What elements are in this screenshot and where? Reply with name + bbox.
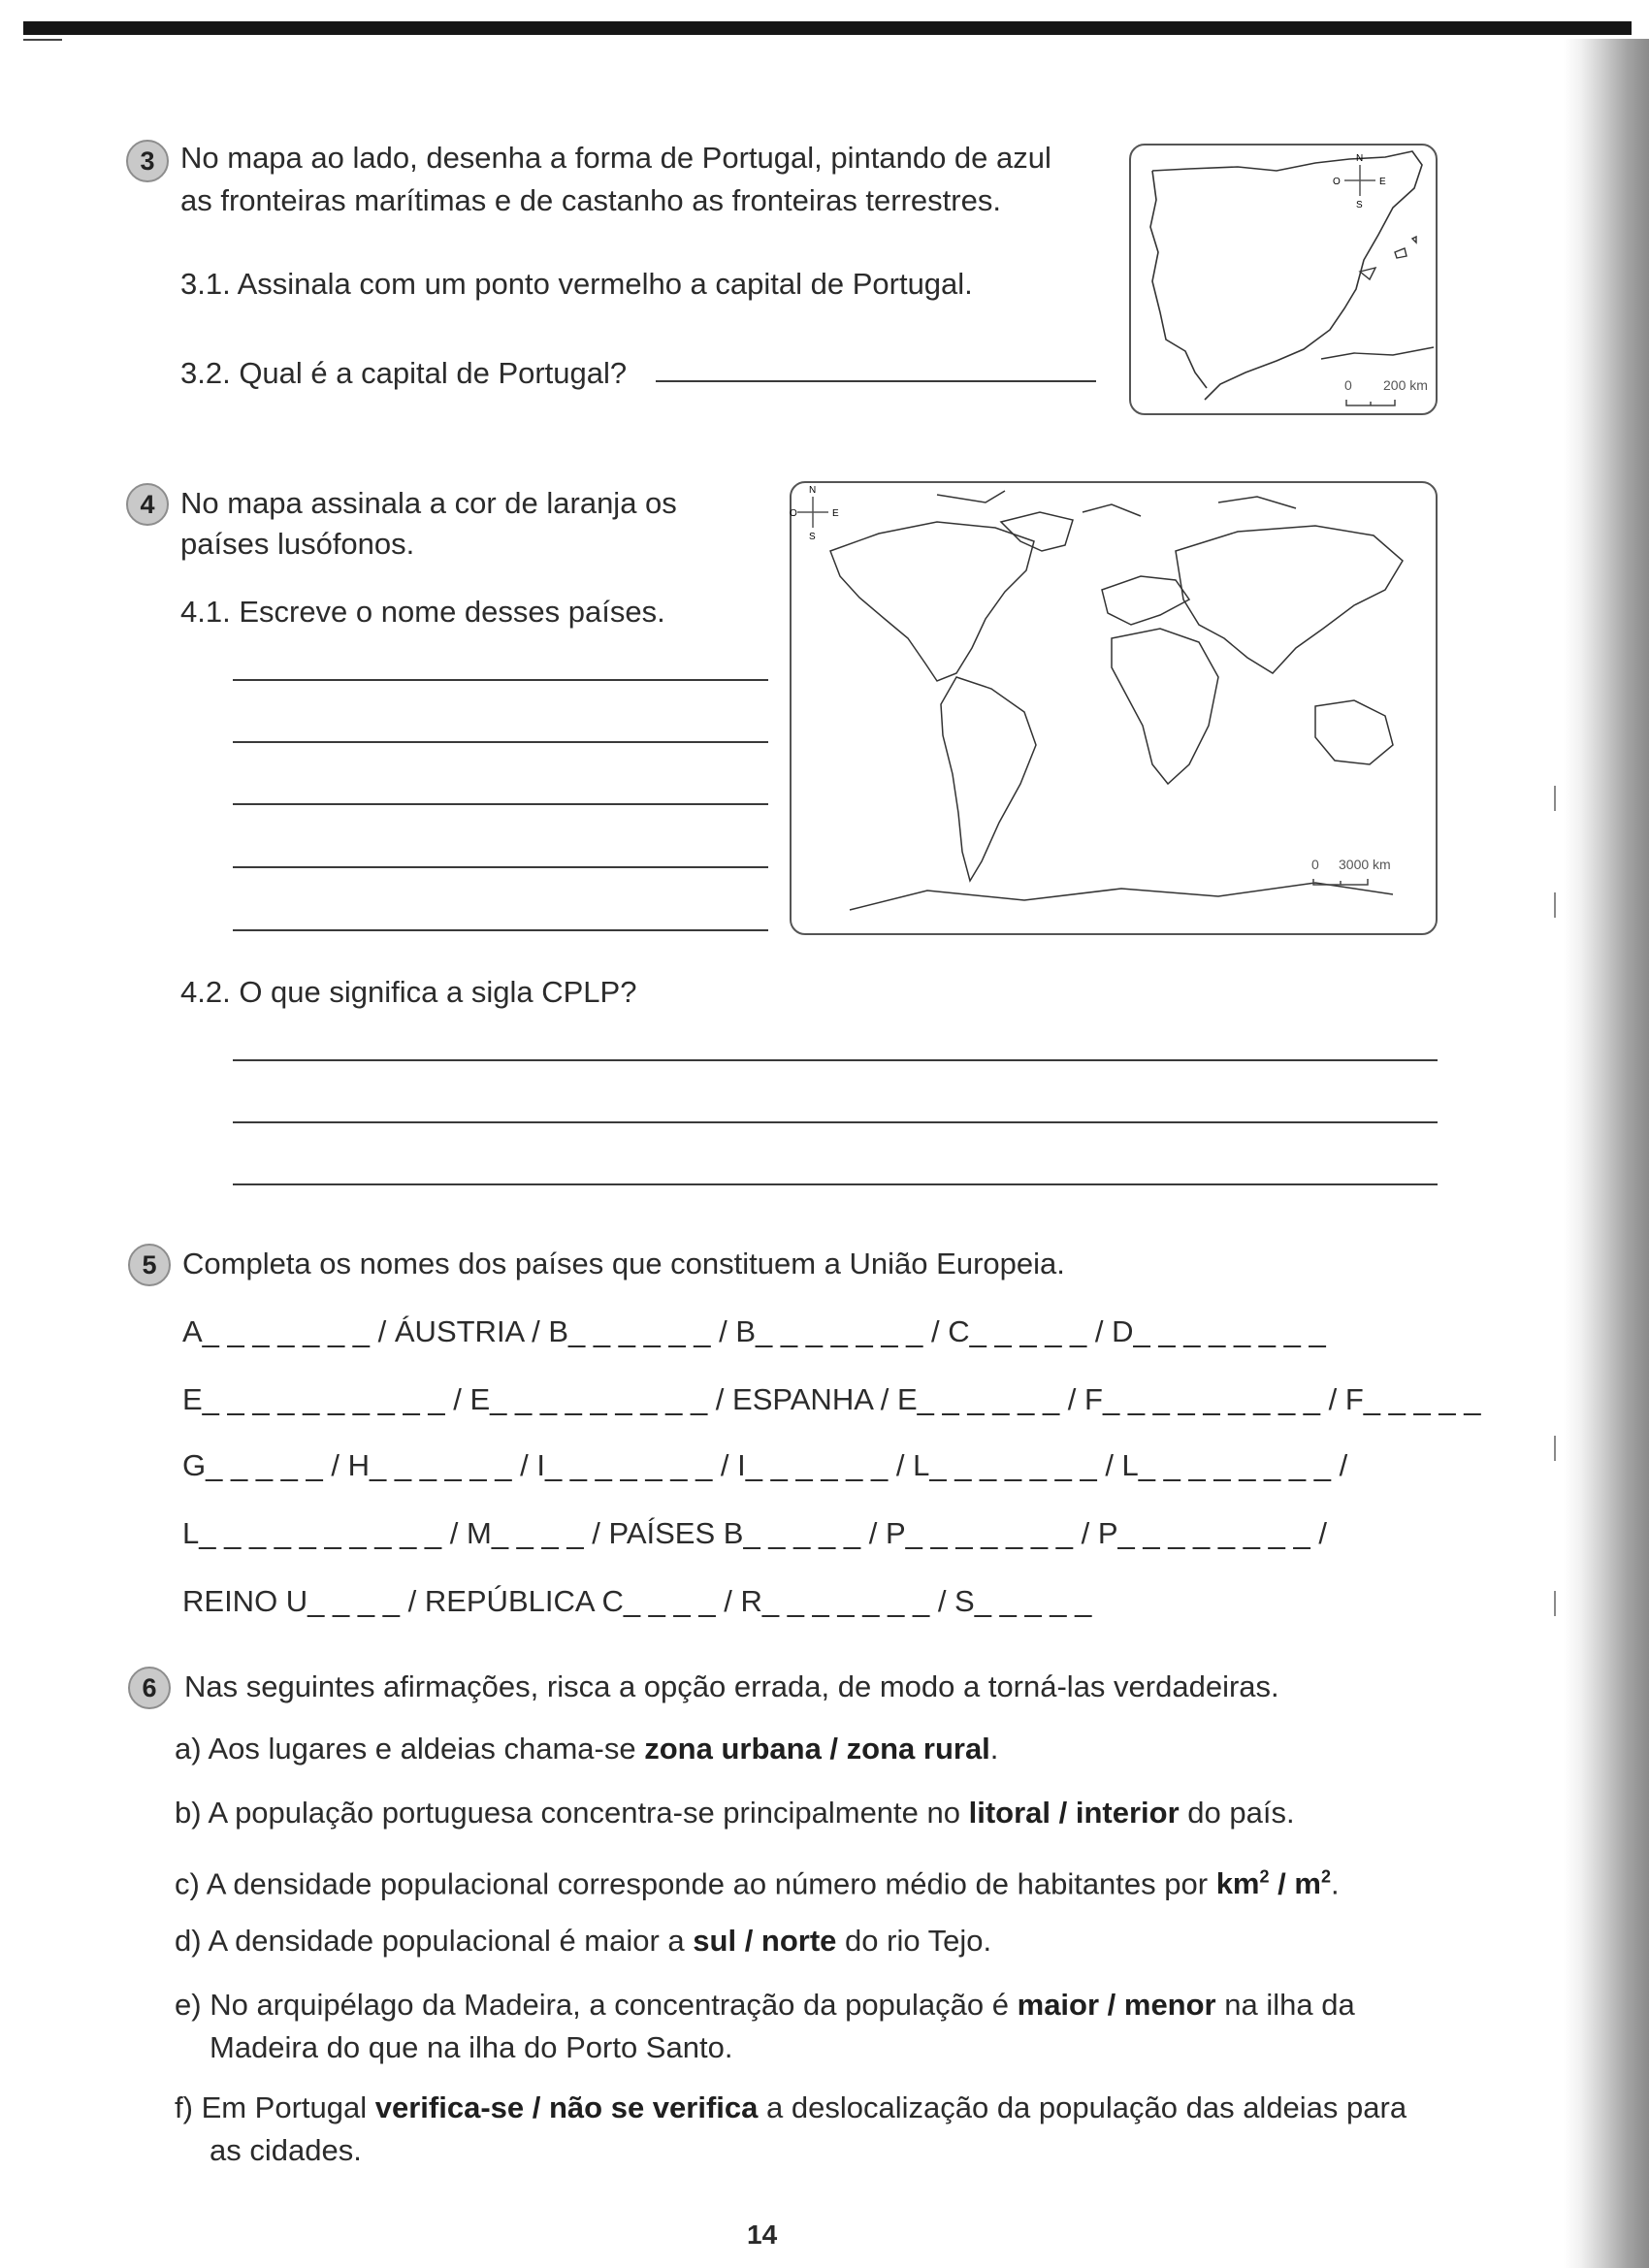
page-number: 14 [747, 2219, 778, 2250]
q6-item-e: e) No arquipélago da Madeira, a concentração da população é maior / menor na ilha da [175, 1988, 1355, 2022]
svg-text:200 km: 200 km [1383, 377, 1428, 393]
q4-1-answer-line[interactable] [233, 741, 768, 743]
iberia-map[interactable] [1129, 144, 1438, 415]
q6-instruction: Nas seguintes afirmações, risca a opção errada, de modo a torná-las verdadeiras. [184, 1669, 1279, 1703]
q5-row-1[interactable]: A_ _ _ _ _ _ _ / ÁUSTRIA / B_ _ _ _ _ _ / B_ _ _ _ _ _ _ / C_ _ _ _ _ / D_ _ _ _ _ _ _ _ [182, 1314, 1326, 1348]
q6-c-option-m2[interactable]: $m^2$ [1294, 1866, 1331, 1901]
q4-2-answer-line[interactable] [233, 1121, 1438, 1123]
q4-instruction-line1: No mapa assinala a cor de laranja os [180, 486, 677, 520]
question-4-number: 4 [126, 483, 169, 526]
q3-1-text: 3.1. Assinala com um ponto vermelho a capital de Portugal. [180, 267, 973, 301]
compass-rose-icon [790, 485, 839, 542]
q4-1-answer-line[interactable] [233, 866, 768, 868]
world-outline [792, 483, 1436, 933]
q5-row-4[interactable]: L_ _ _ _ _ _ _ _ _ _ / M_ _ _ _ / PAÍSES B_ _ _ _ _ / P_ _ _ _ _ _ _ / P_ _ _ _ _ _ _ _ / [182, 1516, 1327, 1550]
map-scale-bar [1344, 377, 1428, 405]
svg-text:E: E [1379, 177, 1386, 187]
margin-mark [1554, 786, 1556, 811]
q6-item-f-line2: as cidades. [210, 2133, 362, 2167]
q6-a-options[interactable]: zona urbana / zona rural [644, 1732, 990, 1766]
margin-mark [1554, 1591, 1556, 1616]
q5-row-2[interactable]: E_ _ _ _ _ _ _ _ _ _ / E_ _ _ _ _ _ _ _ _ / ESPANHA / E_ _ _ _ _ _ / F_ _ _ _ _ _ _ _ _ / F_ _ _ _ _ [182, 1382, 1481, 1416]
q6-e-options[interactable]: maior / menor [1017, 1988, 1216, 2022]
map-scale-bar [1311, 857, 1391, 885]
q6-f-options[interactable]: verifica-se / não se verifica [374, 2090, 759, 2124]
q3-2-text: 3.2. Qual é a capital de Portugal? [180, 356, 628, 390]
question-5-number: 5 [128, 1244, 171, 1286]
q6-item-f: f) Em Portugal verifica-se / não se verifica a deslocalização da população das aldeias para [175, 2090, 1407, 2124]
q3-instruction-line1: No mapa ao lado, desenha a forma de Portugal, pintando de azul [180, 141, 1051, 175]
q4-1-answer-line[interactable] [233, 929, 768, 931]
q6-item-a: a) Aos lugares e aldeias chama-se zona urbana / zona rural. [175, 1732, 999, 1766]
svg-text:0: 0 [1344, 377, 1352, 393]
iberia-outline [1131, 146, 1436, 413]
q4-2-text: 4.2. O que significa a sigla CPLP? [180, 975, 637, 1009]
q4-1-answer-line[interactable] [233, 679, 768, 681]
q6-item-d: d) A densidade populacional é maior a sul / norte do rio Tejo. [175, 1924, 992, 1958]
margin-mark [1554, 892, 1556, 918]
compass-rose-icon [1333, 153, 1386, 211]
q6-c-option-km2[interactable]: $km^2$ [1215, 1866, 1270, 1901]
margin-mark [1554, 1436, 1556, 1461]
q5-row-5[interactable]: REINO U_ _ _ _ / REPÚBLICA C_ _ _ _ / R_ _ _ _ _ _ _ / S_ _ _ _ _ [182, 1584, 1092, 1618]
top-rule [23, 39, 62, 41]
svg-text:O: O [790, 508, 797, 519]
svg-text:O: O [1333, 177, 1341, 187]
svg-text:S: S [809, 532, 816, 542]
svg-text:E: E [832, 508, 839, 519]
q4-1-text: 4.1. Escreve o nome desses países. [180, 595, 665, 629]
svg-text:S: S [1356, 200, 1363, 211]
question-6-number: 6 [128, 1667, 171, 1709]
q5-instruction: Completa os nomes dos países que constituem a União Europeia. [182, 1247, 1065, 1280]
q5-row-3[interactable]: G_ _ _ _ _ / H_ _ _ _ _ _ / I_ _ _ _ _ _ _ / I_ _ _ _ _ _ / L_ _ _ _ _ _ _ / L_ _ _ _ _ _ _ _ / [182, 1448, 1348, 1482]
svg-text:0: 0 [1311, 857, 1319, 872]
q3-instruction-line2: as fronteiras marítimas e de castanho as fronteiras terrestres. [180, 183, 1001, 217]
svg-text:N: N [1356, 153, 1364, 164]
q6-item-e-line2: Madeira do que na ilha do Porto Santo. [210, 2030, 733, 2064]
svg-text:N: N [809, 485, 817, 496]
binding-shadow [1564, 39, 1649, 2268]
q6-b-options[interactable]: litoral / interior [968, 1796, 1180, 1830]
world-map[interactable] [790, 481, 1438, 935]
question-3-number: 3 [126, 140, 169, 182]
q4-1-answer-line[interactable] [233, 803, 768, 805]
q4-2-answer-line[interactable] [233, 1059, 1438, 1061]
top-border-bar [23, 21, 1632, 35]
q6-item-b: b) A população portuguesa concentra-se principalmente no litoral / interior do país. [175, 1796, 1295, 1830]
svg-text:3000 km: 3000 km [1339, 857, 1391, 872]
q4-2-answer-line[interactable] [233, 1183, 1438, 1185]
q6-d-options[interactable]: sul / norte [693, 1924, 837, 1958]
q6-item-c: c) A densidade populacional corresponde ao número médio de habitantes por $km^2 / m^2$. [175, 1866, 1340, 1901]
q4-instruction-line2: países lusófonos. [180, 527, 415, 561]
q3-2-answer-line[interactable] [656, 380, 1096, 382]
